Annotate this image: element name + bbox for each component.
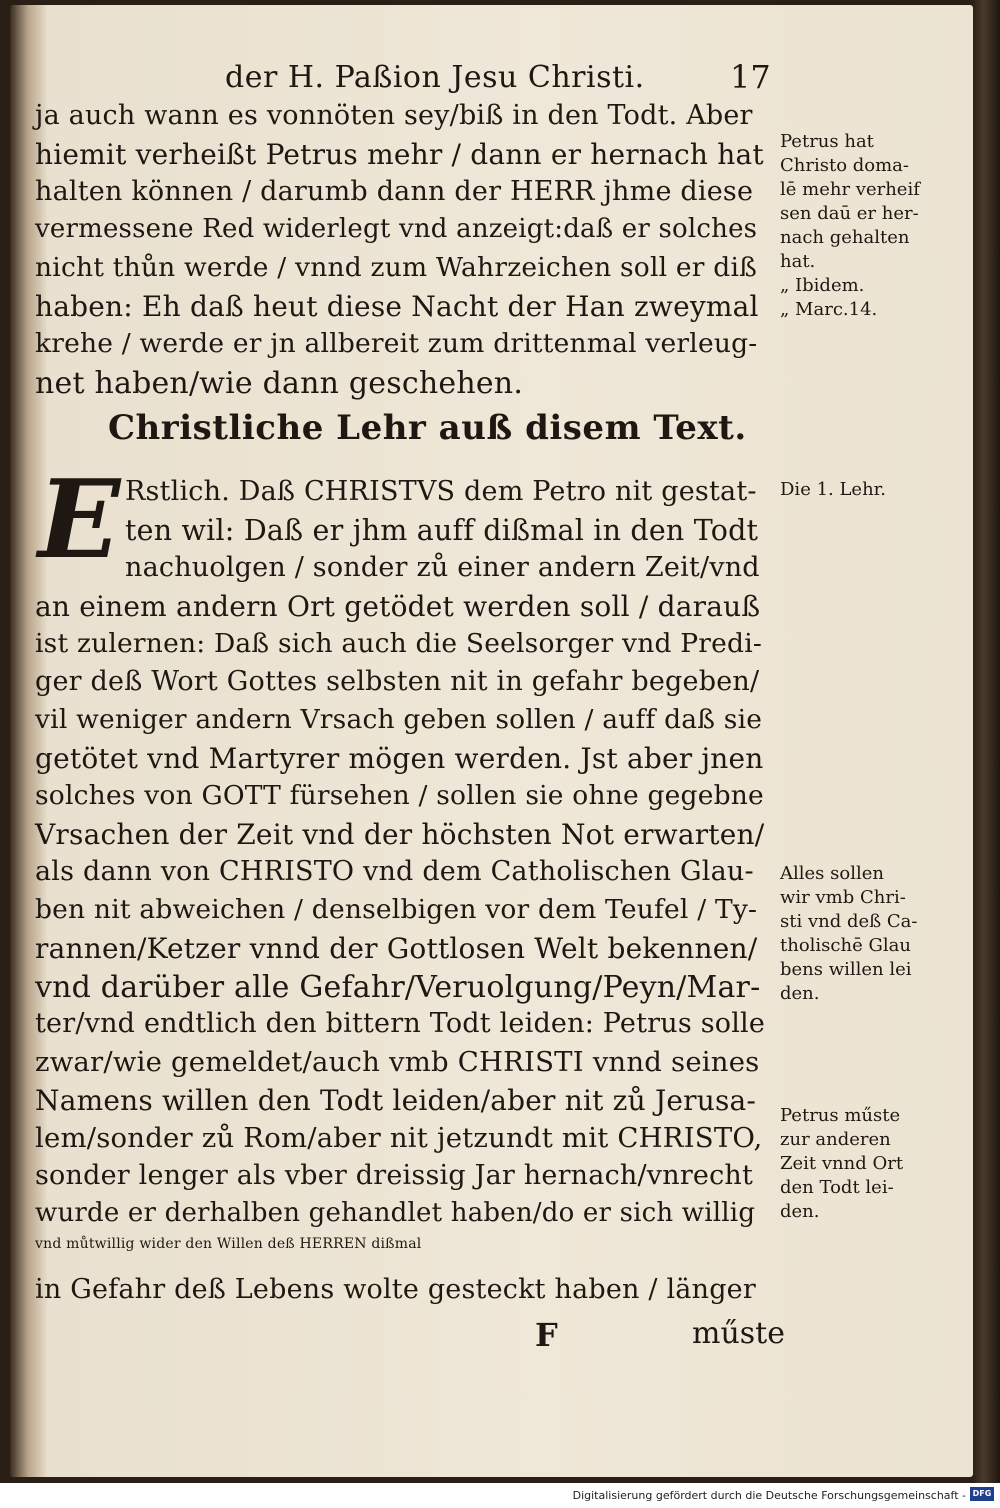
page-edge — [973, 0, 1000, 1483]
margin-note-line: nach gehalten — [780, 227, 910, 248]
text-line: getötet vnd Martyrer mögen werden. Jst aber jnen — [35, 742, 764, 775]
text-line: haben: Eh daß heut diese Nacht der Han zweymal — [35, 290, 759, 323]
text-line: vnd můtwillig wider den Willen deß HERREN dißmal — [35, 1236, 422, 1252]
margin-note-line: Christo doma- — [780, 155, 909, 176]
text-line: Namens willen den Todt leiden/aber nit zů Jerusa- — [35, 1084, 757, 1117]
margin-note-line: den. — [780, 1201, 820, 1222]
margin-note-line: Alles sollen — [780, 863, 884, 884]
margin-note-line: sen daū er her- — [780, 203, 919, 224]
text-line: ter/vnd endtlich den bittern Todt leiden: Petrus solle — [35, 1008, 766, 1039]
margin-note-line: zur anderen — [780, 1129, 891, 1150]
text-line: ben nit abweichen / denselbigen vor dem Teufel / Ty- — [35, 894, 758, 925]
margin-note-line: tholischē Glau — [780, 935, 911, 956]
margin-note-line: Petrus műste — [780, 1105, 901, 1126]
margin-note-line: Zeit vnnd Ort — [780, 1153, 904, 1174]
text-line: halten können / darumb dann der HERR jhme diese — [35, 176, 754, 207]
margin-note-line: „ Ibidem. — [780, 275, 865, 296]
text-line: in Gefahr deß Lebens wolte gesteckt haben / länger — [35, 1274, 756, 1305]
margin-note-line: den. — [780, 983, 820, 1004]
text-line: krehe / werde er jn allbereit zum drittenmal verleug- — [35, 328, 758, 359]
margin-note-line: den Todt lei- — [780, 1177, 894, 1198]
dfg-logo: DFG — [970, 1487, 994, 1501]
text-line: nicht thůn werde / vnnd zum Wahrzeichen soll er diß — [35, 252, 758, 283]
margin-note-line: Petrus hat — [780, 131, 874, 152]
margin-note-line: sti vnd deß Ca- — [780, 911, 918, 932]
text-line: Vrsachen der Zeit vnd der höchsten Not erwarten/ — [35, 818, 765, 851]
text-line: lem/sonder zů Rom/aber nit jetzundt mit CHRISTO, — [35, 1122, 763, 1154]
text-line: sonder lenger als vber dreissig Jar hernach/vnrecht — [35, 1160, 754, 1191]
margin-note-line: „ Marc.14. — [780, 299, 878, 320]
text-line: vil weniger andern Vrsach geben sollen / auff daß sie — [35, 704, 763, 735]
decorated-initial: E — [38, 457, 121, 583]
margin-lehr-note: Die 1. Lehr. — [780, 479, 887, 500]
text-line: an einem andern Ort getödet werden soll / darauß — [35, 590, 761, 623]
text-line: als dann von CHRISTO vnd dem Catholischen Glau- — [35, 856, 754, 887]
text-line: ten wil: Daß er jhm auff dißmal in den Todt — [125, 514, 759, 547]
text-line: zwar/wie gemeldet/auch vmb CHRISTI vnnd seines — [35, 1046, 760, 1078]
section-heading: Christliche Lehr auß disem Text. — [108, 408, 747, 448]
text-line: rannen/Ketzer vnnd der Gottlosen Welt bekennen/ — [35, 932, 758, 965]
text-line: Rstlich. Daß CHRISTVS dem Petro nit gestat- — [125, 476, 757, 507]
text-line: solches von GOTT fürsehen / sollen sie ohne gegebne — [35, 780, 764, 811]
text-line: ist zulernen: Daß sich auch die Seelsorger vnd Predi- — [35, 628, 763, 659]
text-line: vnd darüber alle Gefahr/Veruolgung/Peyn/Mar- — [35, 970, 761, 1005]
page-number: 17 — [730, 58, 771, 96]
text-line: hiemit verheißt Petrus mehr / dann er hernach hat — [35, 138, 764, 171]
text-line: net haben/wie dann geschehen. — [35, 366, 524, 401]
running-head: der H. Paßion Jesu Christi. — [225, 60, 645, 95]
text-line: ger deß Wort Gottes selbsten nit in gefahr begeben/ — [35, 666, 760, 697]
margin-note-line: hat. — [780, 251, 816, 272]
text-line: nachuolgen / sonder zů einer andern Zeit/vnd — [125, 552, 760, 583]
footer-credit: Digitalisierung gefördert durch die Deutsche Forschungsgemeinschaft - — [572, 1489, 966, 1502]
text-line: wurde er derhalben gehandlet haben/do er sich willig — [35, 1198, 756, 1228]
text-line: ja auch wann es vonnöten sey/biß in den Todt. Aber — [35, 100, 753, 131]
margin-note-line: lē mehr verheif — [780, 179, 920, 200]
text-line: vermessene Red widerlegt vnd anzeigt:daß er solches — [35, 214, 758, 244]
signature-mark: F — [535, 1316, 558, 1354]
catchword: műste — [692, 1316, 785, 1351]
margin-note-line: bens willen lei — [780, 959, 912, 980]
margin-note-line: wir vmb Chri- — [780, 887, 906, 908]
